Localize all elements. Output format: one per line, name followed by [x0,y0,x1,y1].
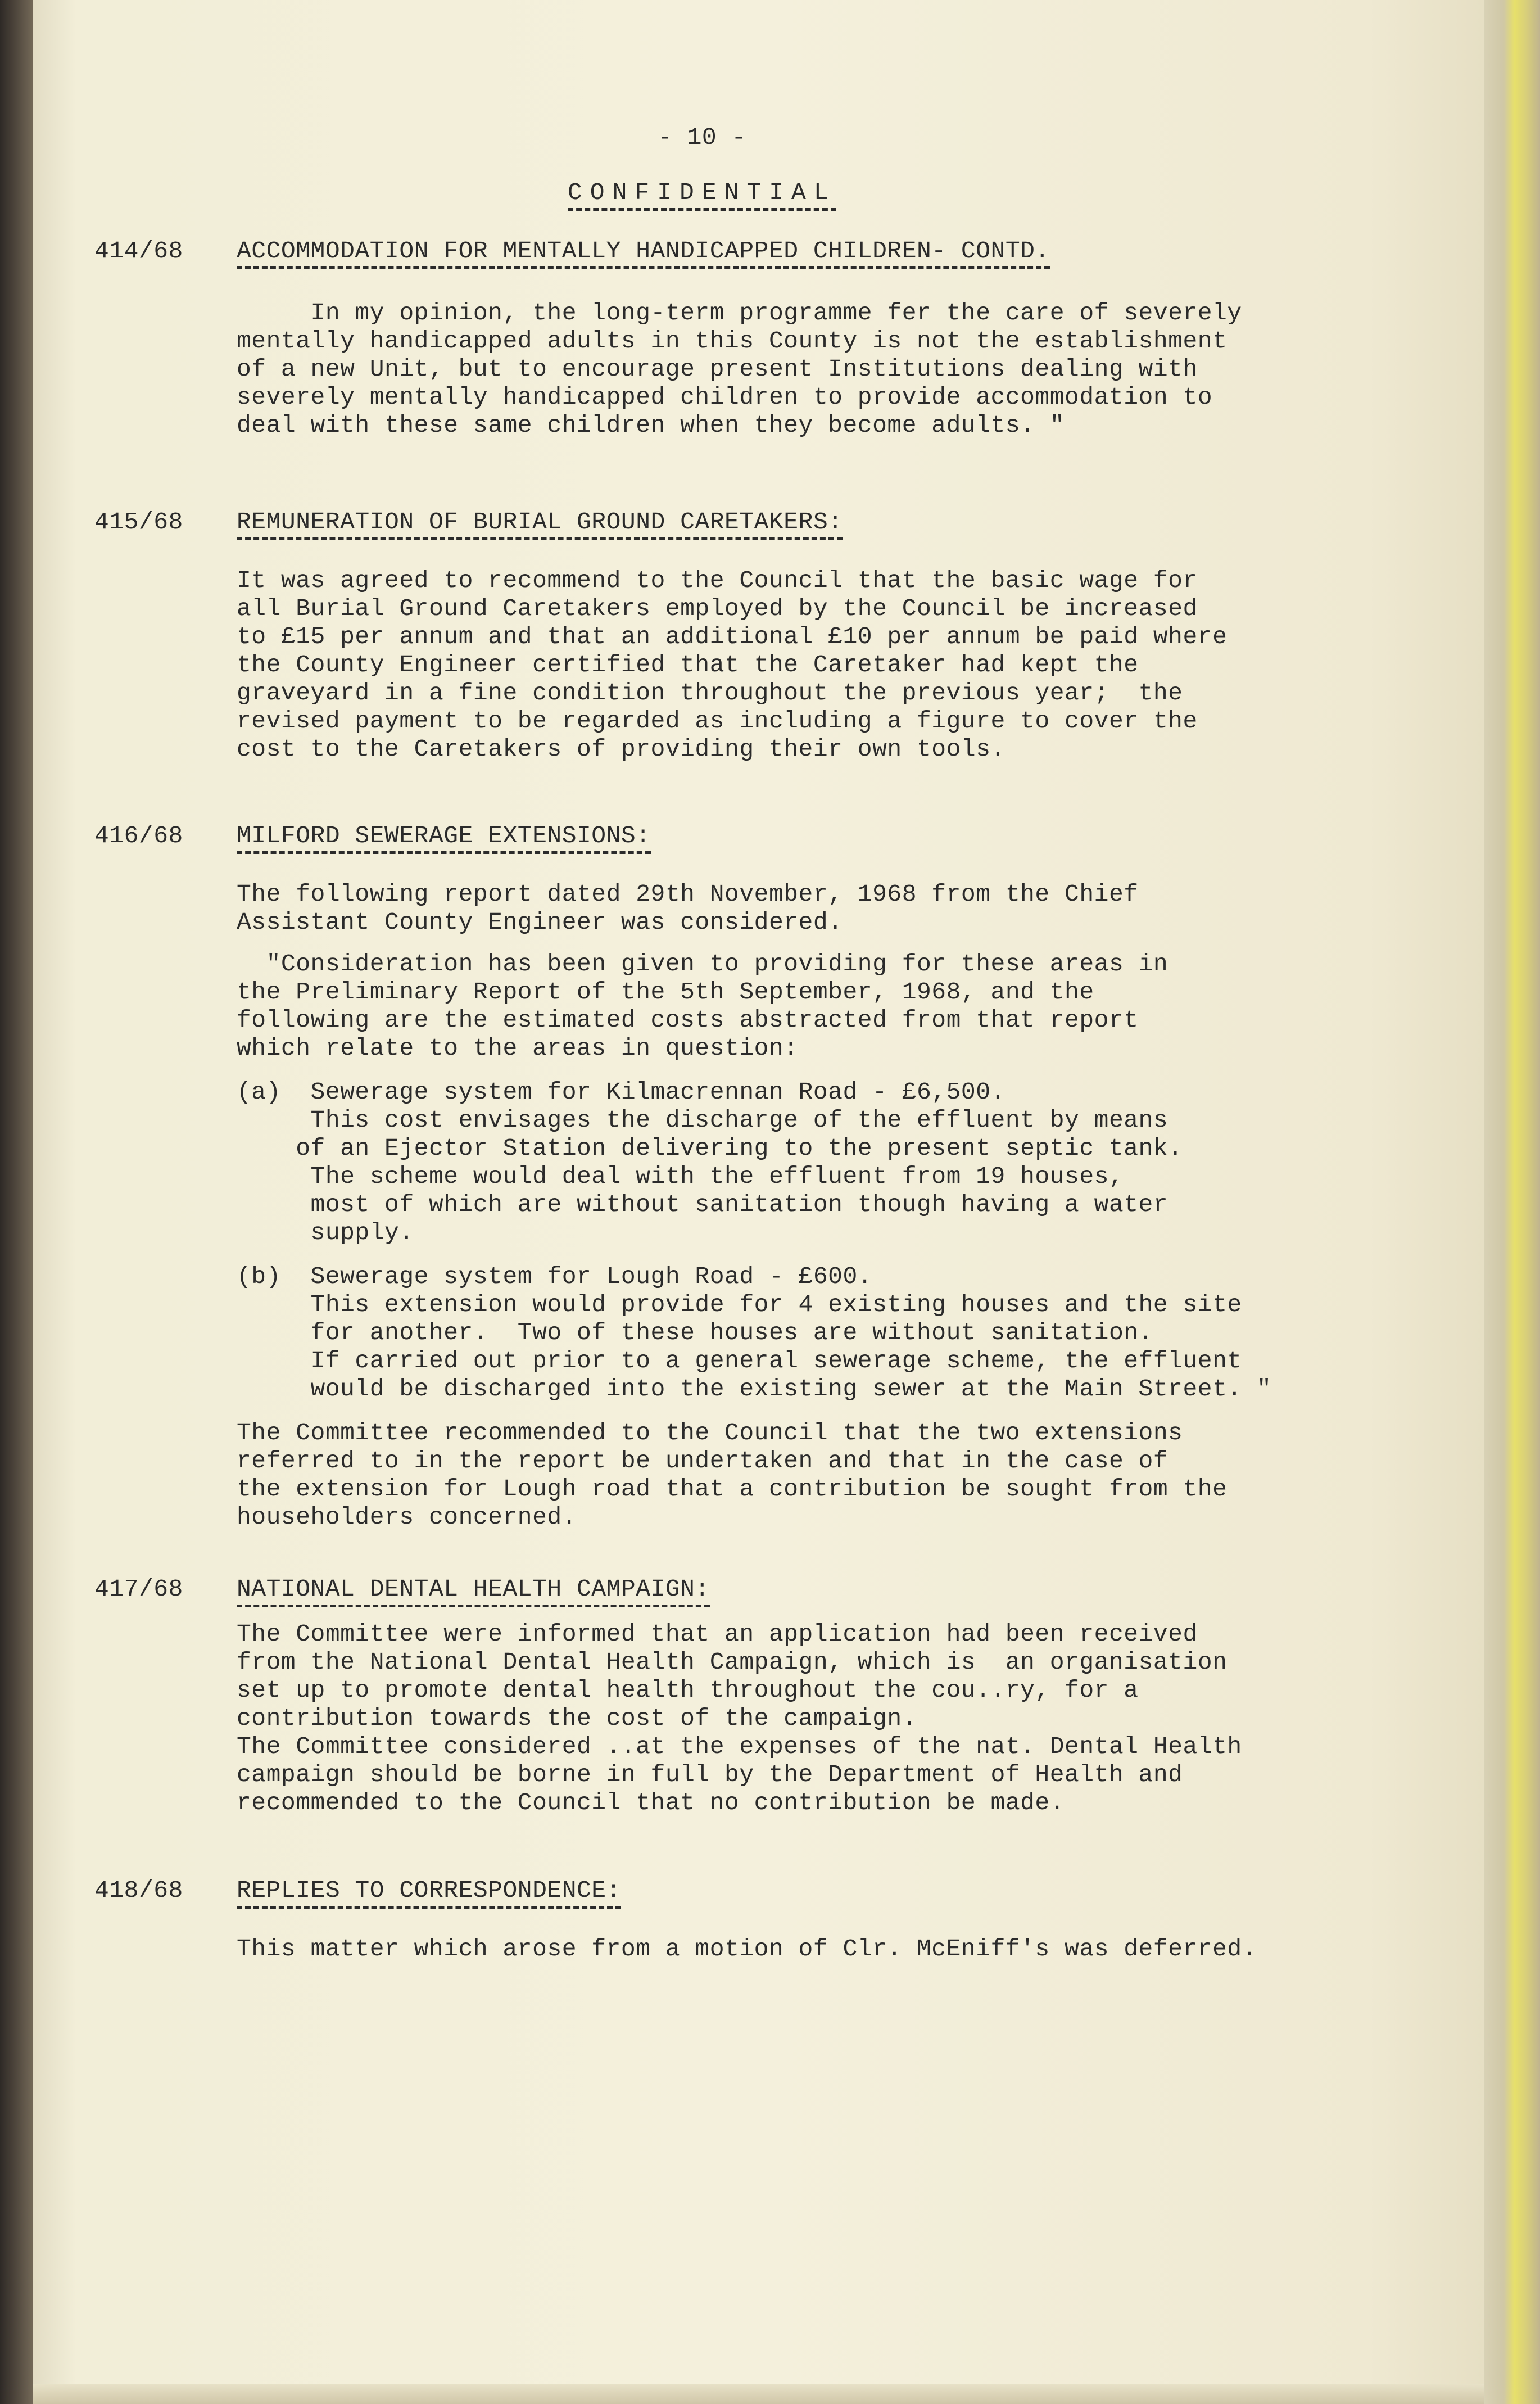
body-line: This matter which arose from a motion of Clr. McEniff's was deferred. [237,1935,1257,1963]
body-line: the County Engineer certified that the Caretaker had kept the [237,651,1139,679]
body-line: The following report dated 29th November, 1968 from the Chief [237,880,1139,908]
item-ref: 414/68 [94,237,183,265]
body-line: would be discharged into the existing sewer at the Main Street. " [237,1375,1272,1403]
body-line: the Preliminary Report of the 5th September, 1968, and the [237,978,1094,1006]
body-line: cost to the Caretakers of providing their own tools. [237,735,1005,763]
body-line: contribution towards the cost of the campaign. [237,1705,917,1732]
item-ref: 416/68 [94,822,183,849]
body-line: This cost envisages the discharge of the effluent by means [237,1106,1168,1134]
body-line: all Burial Ground Caretakers employed by the Council be increased [237,595,1198,622]
item-ref: 415/68 [94,508,183,536]
item-heading: REMUNERATION OF BURIAL GROUND CARETAKERS: [237,508,843,540]
body-line: campaign should be borne in full by the Department of Health and [237,1761,1183,1788]
body-line: (b) Sewerage system for Lough Road - £600. [237,1263,873,1290]
body-line: of an Ejector Station delivering to the present septic tank. [237,1135,1183,1162]
body-line: of a new Unit, but to encourage present Institutions dealing with [237,355,1198,383]
body-line: graveyard in a fine condition throughout the previous year; the [237,679,1183,707]
body-line: set up to promote dental health throughout the cou..ry, for a [237,1677,1139,1704]
body-line: It was agreed to recommend to the Council that the basic wage for [237,567,1198,594]
body-line: most of which are without sanitation though having a water [237,1191,1168,1218]
body-line: to £15 per annum and that an additional £10 per annum be paid where [237,623,1228,650]
body-line: Assistant County Engineer was considered. [237,909,843,936]
body-line: householders concerned. [237,1503,577,1531]
body-line: mentally handicapped adults in this County is not the establishment [237,327,1228,355]
body-line: following are the estimated costs abstracted from that report [237,1006,1139,1034]
page-number: - 10 - [658,124,746,151]
item-heading: MILFORD SEWERAGE EXTENSIONS: [237,822,651,854]
page-bottom-edge [33,2384,1484,2404]
confidential-heading: CONFIDENTIAL [568,179,836,211]
item-ref: 418/68 [94,1877,183,1904]
body-line: The scheme would deal with the effluent from 19 houses, [237,1163,1124,1190]
book-binding [0,0,34,2404]
body-line: referred to in the report be undertaken and that in the case of [237,1447,1168,1475]
body-line: The Committee were informed that an application had been received [237,1620,1198,1648]
body-line: revised payment to be regarded as including a figure to cover the [237,707,1198,735]
item-heading: NATIONAL DENTAL HEALTH CAMPAIGN: [237,1575,710,1607]
page-edge-stack [1484,0,1540,2404]
body-line: which relate to the areas in question: [237,1034,799,1062]
body-line: for another. Two of these houses are without sanitation. [237,1319,1153,1346]
item-ref: 417/68 [94,1575,183,1603]
body-line: In my opinion, the long-term programme fer the care of severely [237,299,1242,327]
item-heading: REPLIES TO CORRESPONDENCE: [237,1877,621,1909]
body-line: The Committee recommended to the Council that the two extensions [237,1419,1183,1447]
body-line: severely mentally handicapped children to provide accommodation to [237,383,1213,411]
body-line: deal with these same children when they become adults. " [237,412,1065,439]
body-line: recommended to the Council that no contribution be made. [237,1789,1065,1816]
body-line: (a) Sewerage system for Kilmacrennan Road - £6,500. [237,1078,1005,1106]
body-line: supply. [237,1219,414,1246]
body-line: "Consideration has been given to providing for these areas in [237,950,1168,978]
body-line: The Committee considered ..at the expenses of the nat. Dental Health [237,1733,1242,1760]
item-heading: ACCOMMODATION FOR MENTALLY HANDICAPPED CHILDREN- CONTD. [237,237,1050,269]
body-line: This extension would provide for 4 existing houses and the site [237,1291,1242,1318]
body-line: If carried out prior to a general sewerage scheme, the effluent [237,1347,1242,1375]
body-line: the extension for Lough road that a contribution be sought from the [237,1475,1228,1503]
body-line: from the National Dental Health Campaign, which is an organisation [237,1648,1228,1676]
